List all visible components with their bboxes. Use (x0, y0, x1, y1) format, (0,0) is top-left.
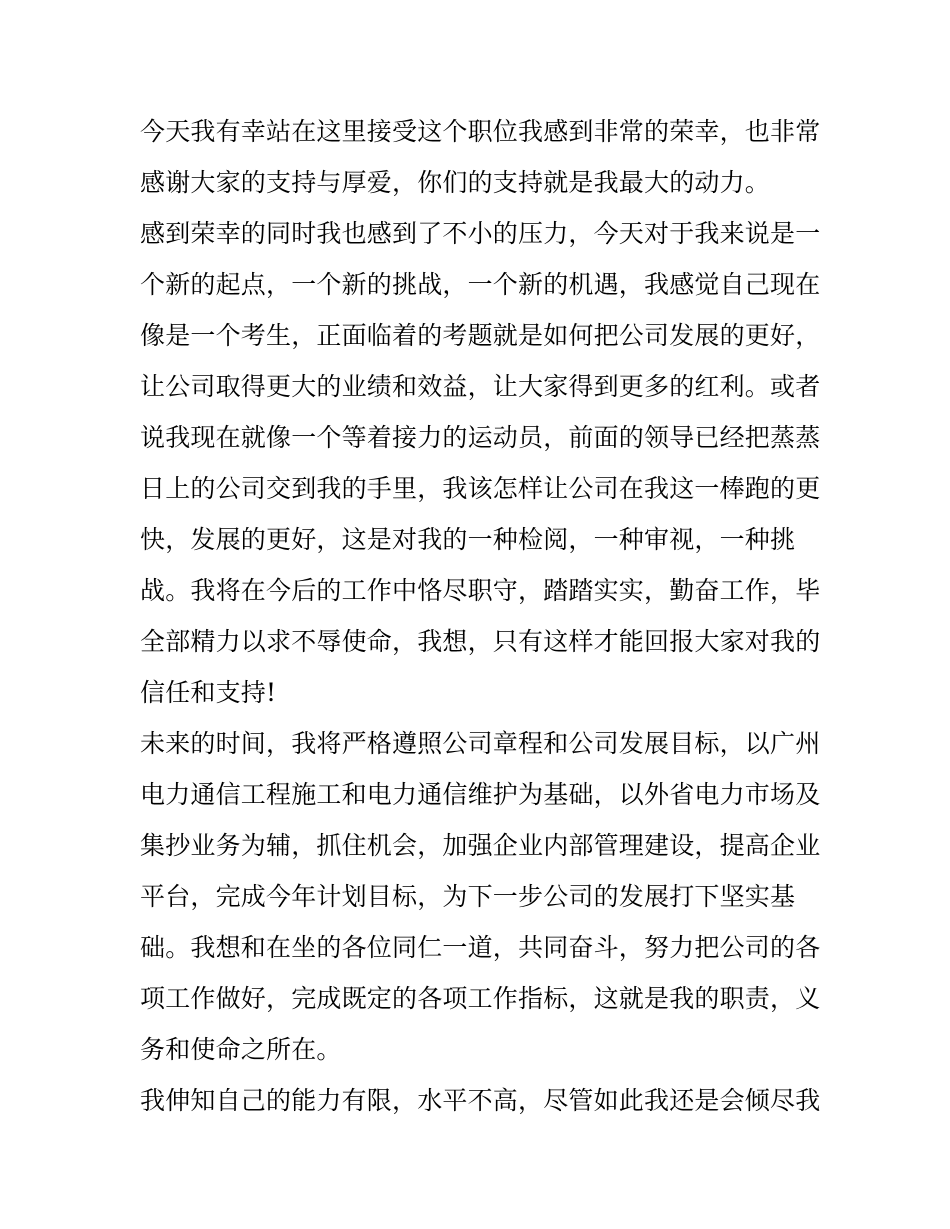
text-line: 快，发展的更好，这是对我的一种检阅，一种审视，一种挑 (140, 525, 796, 554)
text-line: 础。我想和在坐的各位同仁一道，共同奋斗，努力把公司的各 (140, 933, 821, 962)
text-line: 感谢大家的支持与厚爱，你们的支持就是我最大的动力。 (140, 168, 771, 197)
text-line: 今天我有幸站在这里接受这个职位我感到非常的荣幸，也非常 (140, 117, 821, 146)
text-line: 平台，完成今年计划目标，为下一步公司的发展打下坚实基 (140, 882, 796, 911)
text-line: 务和使命之所在。 (140, 1035, 342, 1064)
text-line: 我伸知自己的能力有限，水平不高，尽管如此我还是会倾尽我 (140, 1086, 821, 1115)
text-line: 说我现在就像一个等着接力的运动员，前面的领导已经把蒸蒸 (140, 423, 821, 452)
text-line: 个新的起点，一个新的挑战，一个新的机遇，我感觉自己现在 (140, 270, 821, 299)
text-line: 战。我将在今后的工作中恪尽职守，踏踏实实，勤奋工作，毕 (140, 576, 821, 605)
text-line: 集抄业务为辅，抓住机会，加强企业内部管理建设，提高企业 (140, 831, 821, 860)
text-line: 未来的时间，我将严格遵照公司章程和公司发展目标，以广州 (140, 729, 821, 758)
text-line: 项工作做好，完成既定的各项工作指标，这就是我的职责，义 (140, 984, 821, 1013)
text-line: 电力通信工程施工和电力通信维护为基础，以外省电力市场及 (140, 780, 821, 809)
text-line: 日上的公司交到我的手里，我该怎样让公司在我这一棒跑的更 (140, 474, 821, 503)
text-line: 像是一个考生，正面临着的考题就是如何把公司发展的更好， (140, 321, 821, 350)
text-line: 感到荣幸的同时我也感到了不小的压力，今天对于我来说是一 (140, 219, 821, 248)
document-body (140, 106, 820, 1126)
text-line: 让公司取得更大的业绩和效益，让大家得到更多的红利。或者 (140, 372, 821, 401)
text-line: 信任和支持! (140, 678, 277, 707)
text-line: 全部精力以求不辱使命，我想，只有这样才能回报大家对我的 (140, 627, 821, 656)
